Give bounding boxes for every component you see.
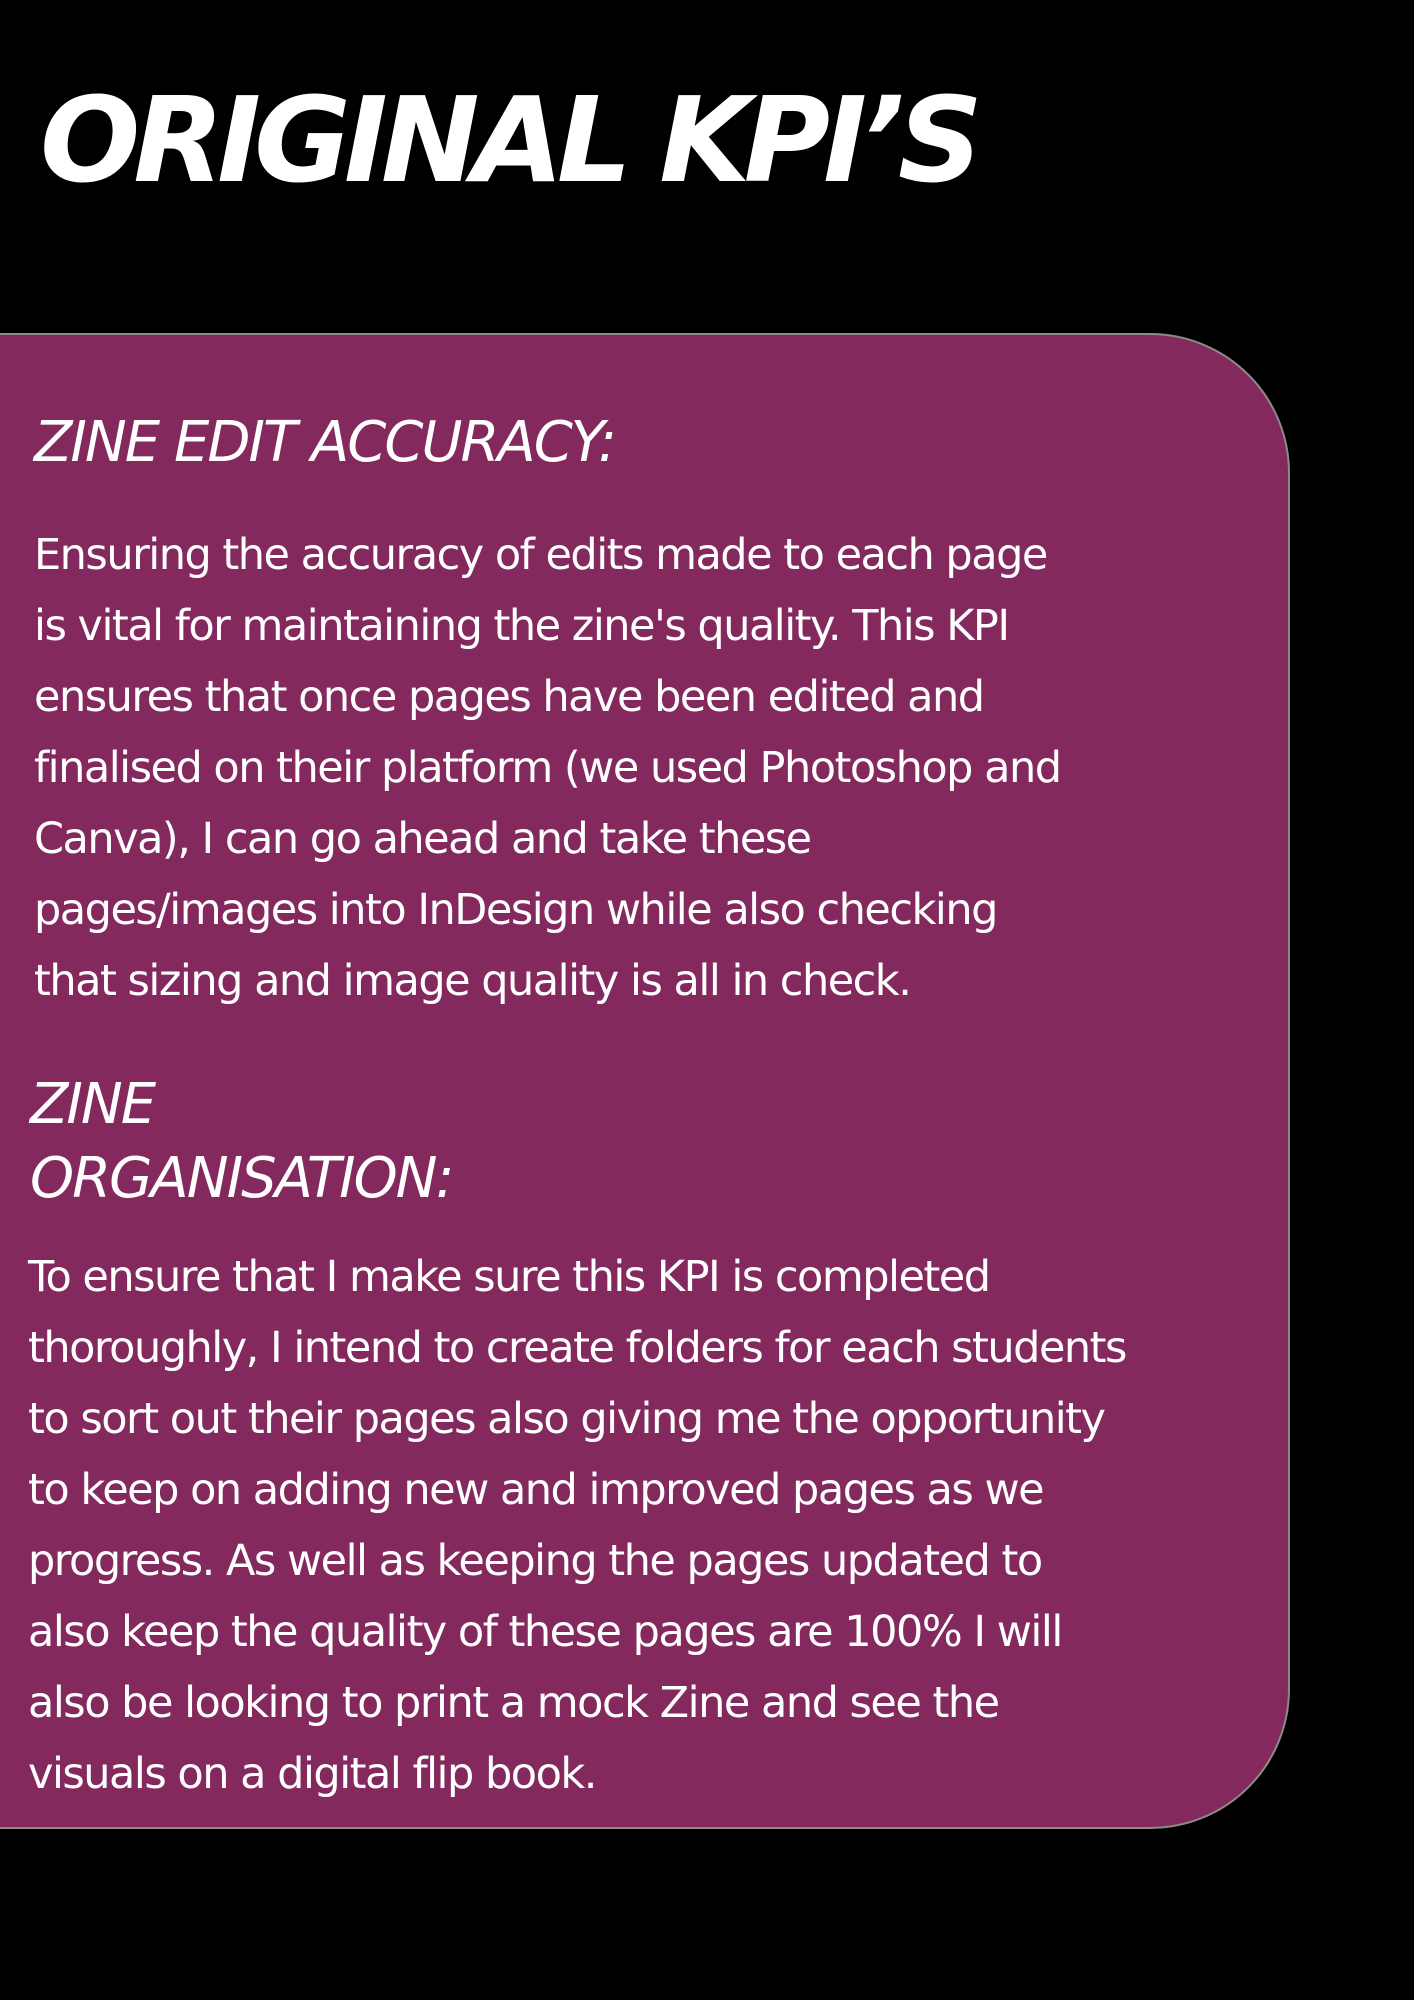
page-title: ORIGINAL KPI’S	[40, 71, 976, 209]
kpi-body-edit-accuracy: Ensuring the accuracy of edits made to each page is vital for maintaining the zine's quality. This KPI ensures that once pages have been edited and finalised on their platform (we used Photoshop and Canva), I can go ahead and take these pages/images into InDesign while also checking that sizing and image quality is all in check.	[34, 530, 1061, 1006]
kpi-heading-edit-accuracy: ZINE EDIT ACCURACY:	[34, 410, 616, 475]
kpi-body-organisation: To ensure that I make sure this KPI is completed thoroughly, I intend to create folders for each students to sort out their pages also giving me the opportunity to keep on adding new and improved pages as we progress. As well as keeping the pages updated to also keep the quality of these pages are 100% I will also be looking to print a mock Zine and see the visuals on a digital flip book.	[28, 1252, 1126, 1799]
kpi-heading-organisation: ZINE ORGANISATION:	[30, 1072, 453, 1211]
